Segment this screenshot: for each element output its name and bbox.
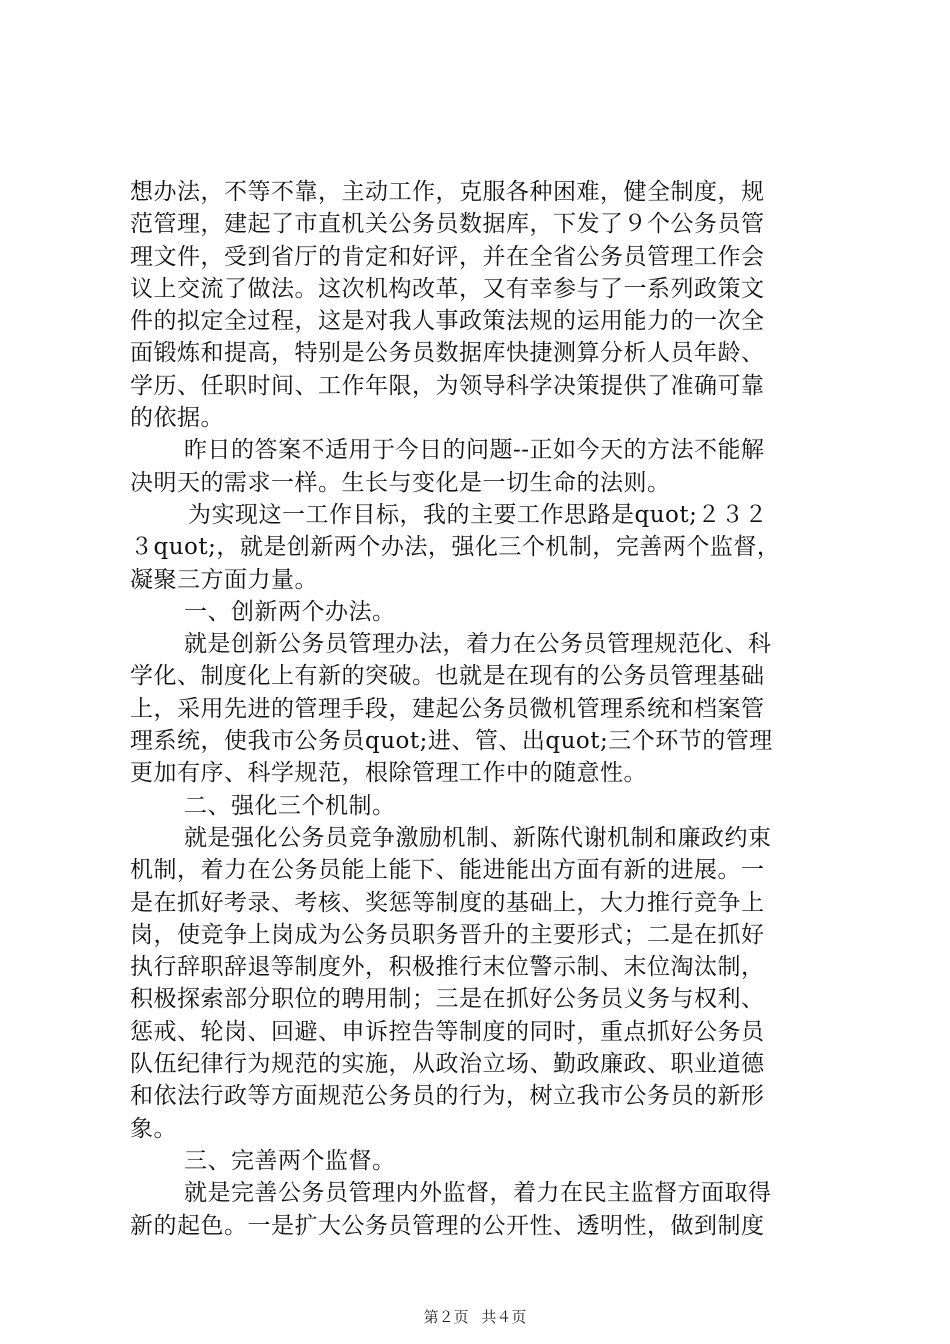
text-line: 二、强化三个机制。 xyxy=(184,792,396,819)
text-line: 面锻炼和提高，特别是公务员数据库快捷测算分析人员年龄、 xyxy=(130,340,765,367)
text-line: 议上交流了做法。这次机构改革，又有幸参与了一系列政策文 xyxy=(130,275,765,302)
text-line: 新的起色。一是扩大公务员管理的公开性、透明性，做到制度 xyxy=(130,1212,765,1239)
text-line: 为实现这一工作目标，我的主要工作思路是quot;２３２ xyxy=(188,501,768,528)
text-line: 就是完善公务员管理内外监督，着力在民主监督方面取得 xyxy=(184,1180,772,1207)
text-line: 凝聚三方面力量。 xyxy=(130,566,318,593)
text-line: 一、创新两个办法。 xyxy=(184,598,396,625)
text-line: 机制，着力在公务员能上能下、能进能出方面有新的进展。一 xyxy=(130,857,765,884)
text-line: 是在抓好考录、考核、奖惩等制度的基础上，大力推行竞争上 xyxy=(130,889,765,916)
document-body xyxy=(130,176,840,1242)
text-line: ３quot;，就是创新两个办法，强化三个机制，完善两个监督， xyxy=(130,534,781,561)
page-total: 共４页 xyxy=(481,1308,527,1326)
text-line: 队伍纪律行为规范的实施，从政治立场、勤政廉政、职业道德 xyxy=(130,1051,765,1078)
text-line: 三、完善两个监督。 xyxy=(184,1147,396,1174)
text-line: 理系统，使我市公务员quot;进、管、出quot;三个环节的管理 xyxy=(130,728,773,755)
text-line: 学历、任职时间、工作年限，为领导科学决策提供了准确可靠 xyxy=(130,372,765,399)
text-line: 昨日的答案不适用于今日的问题--正如今天的方法不能解 xyxy=(184,437,765,464)
text-line: 更加有序、科学规范，根除管理工作中的随意性。 xyxy=(130,760,647,787)
text-line: 范管理，建起了市直机关公务员数据库，下发了９个公务员管 xyxy=(130,211,765,238)
page-footer xyxy=(0,1306,950,1327)
text-line: 和依法行政等方面规范公务员的行为，树立我市公务员的新形 xyxy=(130,1083,765,1110)
text-line: 理文件，受到省厅的肯定和好评，并在全省公务员管理工作会 xyxy=(130,243,765,270)
text-line: 学化、制度化上有新的突破。也就是在现有的公务员管理基础 xyxy=(130,663,765,690)
text-line: 岗，使竞争上岗成为公务员职务晋升的主要形式；二是在抓好 xyxy=(130,921,765,948)
text-line: 的依据。 xyxy=(130,405,224,432)
text-line: 就是强化公务员竞争激励机制、新陈代谢机制和廉政约束 xyxy=(184,824,772,851)
text-line: 上，采用先进的管理手段，建起公务员微机管理系统和档案管 xyxy=(130,695,765,722)
text-line: 就是创新公务员管理办法，着力在公务员管理规范化、科 xyxy=(184,631,772,658)
text-line: 惩戒、轮岗、回避、申诉控告等制度的同时，重点抓好公务员 xyxy=(130,1018,765,1045)
text-line: 象。 xyxy=(130,1115,177,1142)
text-line: 件的拟定全过程，这是对我人事政策法规的运用能力的一次全 xyxy=(130,308,765,335)
text-line: 积极探索部分职位的聘用制；三是在抓好公务员义务与权利、 xyxy=(130,986,765,1013)
text-line: 执行辞职辞退等制度外，积极推行末位警示制、末位淘汰制， xyxy=(130,954,765,981)
text-line: 想办法，不等不靠，主动工作，克服各种困难，健全制度，规 xyxy=(130,179,765,205)
page-number: 第２页 xyxy=(423,1308,469,1326)
text-line: 决明天的需求一样。生长与变化是一切生命的法则。 xyxy=(130,469,671,496)
